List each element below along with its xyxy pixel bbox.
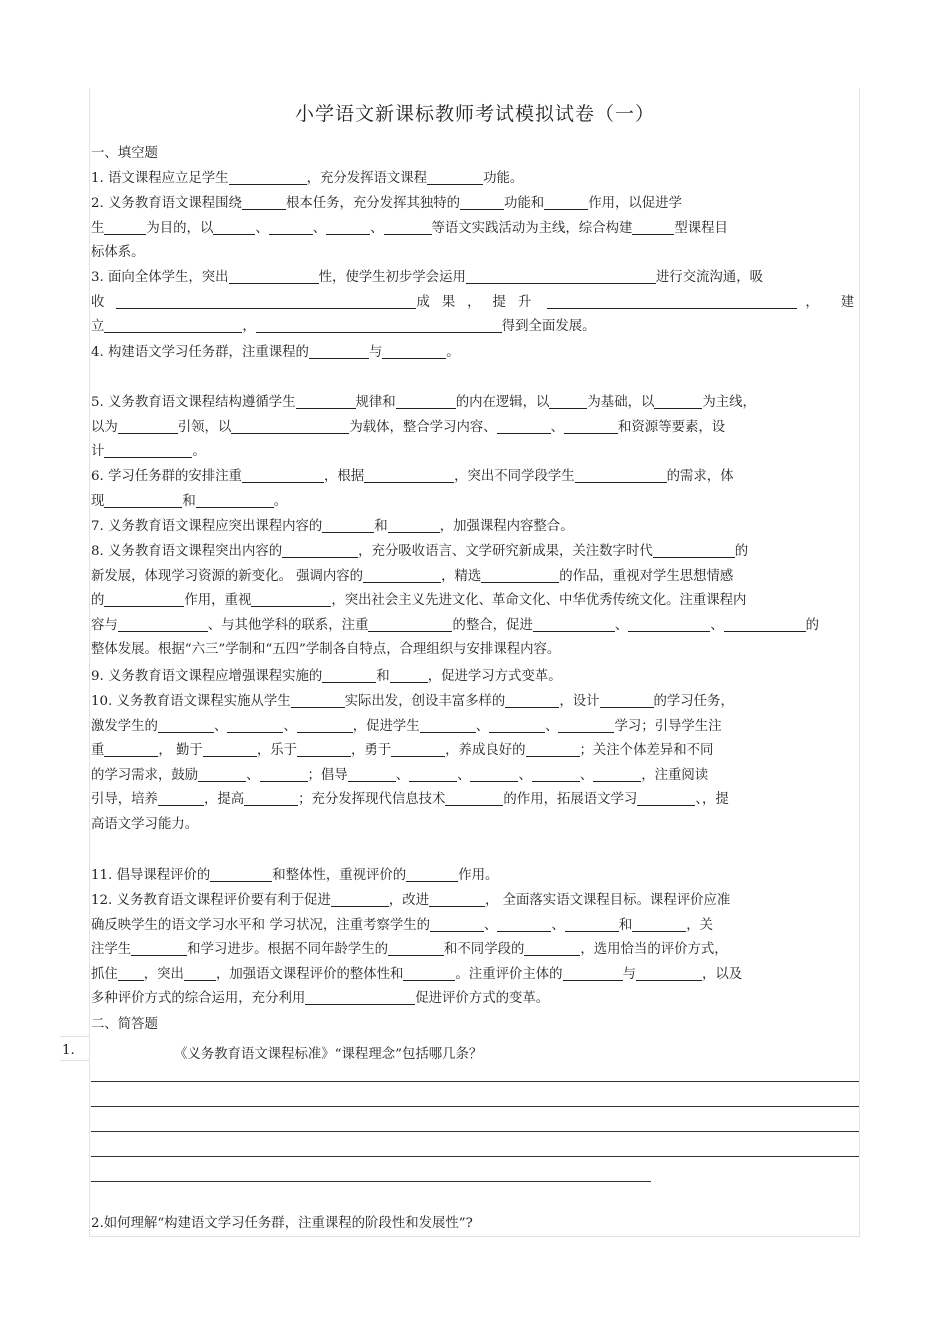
answer-blank[interactable]	[104, 741, 158, 757]
page-frame-right	[859, 88, 860, 1236]
answer-blank[interactable]	[575, 467, 667, 483]
answer-blank[interactable]	[654, 393, 702, 409]
answer-blank[interactable]	[184, 965, 216, 981]
answer-blank[interactable]	[196, 492, 274, 508]
answer-blank[interactable]	[403, 965, 455, 981]
question-11: 11. 倡导课程评价的 和整体性，重视评价的 作用。	[91, 868, 499, 883]
answer-blank[interactable]	[305, 989, 415, 1005]
short-question-2: 2.如何理解“构建语文学习任务群，注重课程的阶段性和发展性”?	[91, 1216, 473, 1231]
answer-blank[interactable]	[297, 717, 353, 733]
answer-blank[interactable]	[637, 790, 695, 806]
answer-blank[interactable]	[213, 219, 255, 235]
answer-blank[interactable]	[632, 916, 686, 932]
answer-blank[interactable]	[532, 766, 580, 782]
answer-blank[interactable]	[331, 891, 389, 907]
answer-blank[interactable]	[131, 940, 187, 956]
question-1: 1. 语文课程应立足学生 ，充分发挥语文课程 功能。	[91, 171, 524, 186]
answer-blank[interactable]	[296, 393, 356, 409]
number-cell-top	[60, 1036, 90, 1037]
answer-blank[interactable]	[460, 194, 504, 210]
answer-blank[interactable]	[593, 766, 641, 782]
answer-blank[interactable]	[231, 418, 349, 434]
answer-blank[interactable]	[158, 717, 214, 733]
answer-blank[interactable]	[229, 169, 307, 185]
answer-blank[interactable]	[533, 616, 615, 632]
page-title: 小学语文新课标教师考试模拟试卷（一）	[294, 103, 655, 125]
question-9: 9. 义务教育语文课程应增强课程实施的 和 ，促进学习方式变革。	[91, 669, 562, 684]
page-frame-left	[89, 88, 90, 1236]
answer-blank[interactable]	[118, 418, 178, 434]
answer-blank[interactable]	[489, 717, 545, 733]
answer-blank[interactable]	[429, 891, 485, 907]
answer-blank[interactable]	[118, 616, 208, 632]
answer-blank[interactable]	[198, 766, 246, 782]
answer-blank[interactable]	[251, 591, 331, 607]
answer-blank[interactable]	[104, 317, 242, 333]
answer-blank[interactable]	[291, 692, 345, 708]
answer-blank[interactable]	[203, 741, 257, 757]
answer-blank[interactable]	[547, 293, 797, 309]
answer-blank[interactable]	[348, 766, 396, 782]
answer-blank[interactable]	[104, 591, 184, 607]
answer-blank[interactable]	[549, 393, 587, 409]
short-question-1-number: 1.	[62, 1043, 75, 1058]
answer-blank[interactable]	[269, 219, 313, 235]
answer-blank[interactable]	[244, 790, 298, 806]
question-5: 5. 义务教育语文课程结构遵循学生 规律和 的内在逻辑，以 为基础，以 为主线， 以为 引领，以 为载体，整合学习内容、 、 和资源等要素，设 计 。	[91, 395, 756, 459]
answer-blank[interactable]	[368, 616, 452, 632]
answer-blank[interactable]	[600, 692, 654, 708]
question-3: 3. 面向全体学生，突出 性，使学生初步学会运用 进行交流沟通，吸 收 成果，提升 ，建 立 ， 得到全面发展。	[91, 270, 877, 334]
answer-blank[interactable]	[470, 766, 518, 782]
answer-line[interactable]	[91, 1181, 651, 1182]
answer-blank[interactable]	[282, 542, 358, 558]
answer-blank[interactable]	[104, 219, 146, 235]
answer-blank[interactable]	[524, 940, 580, 956]
answer-blank[interactable]	[427, 169, 483, 185]
answer-blank[interactable]	[363, 567, 441, 583]
answer-blank[interactable]	[388, 940, 444, 956]
answer-blank[interactable]	[391, 741, 445, 757]
answer-blank[interactable]	[242, 467, 324, 483]
answer-blank[interactable]	[632, 219, 674, 235]
answer-line[interactable]	[91, 1081, 859, 1082]
answer-blank[interactable]	[210, 866, 272, 882]
question-8: 8. 义务教育语文课程突出内容的 ，充分吸收语言、文学研究新成果，关注数字时代 的 新发展，体现学习资源的新变化。 强调内容的 ，精选 的作品，重视对学生思想情感 的 作用，重视 ，突出社会主义先进文化、革命文化、中华优秀传统文化。注重课程内 容与 、与其他学科的联系，注重 的整合，促进 、 、 的 整体发展。根据“六三”学制和“五四”学制各自特点，合理组织与安排课程内容。	[91, 544, 819, 657]
answer-blank[interactable]	[565, 916, 619, 932]
answer-blank[interactable]	[481, 567, 559, 583]
answer-blank[interactable]	[409, 766, 457, 782]
answer-blank[interactable]	[544, 194, 588, 210]
answer-blank[interactable]	[390, 667, 428, 683]
answer-blank[interactable]	[406, 866, 458, 882]
answer-line[interactable]	[91, 1131, 859, 1132]
answer-blank[interactable]	[724, 616, 806, 632]
answer-blank[interactable]	[229, 268, 319, 284]
answer-blank[interactable]	[256, 317, 502, 333]
question-6: 6. 学习任务群的安排注重 ，根据 ，突出不同学段学生 的需求，体 现 和 。	[91, 469, 734, 509]
page-frame-bottom	[89, 1236, 860, 1237]
answer-blank[interactable]	[309, 343, 369, 359]
section-heading-short: 二、简答题	[91, 1017, 158, 1032]
question-7: 7. 义务教育语文课程应突出课程内容的 和 ，加强课程内容整合。	[91, 519, 574, 534]
question-10: 10. 义务教育语文课程实施从学生 实际出发，创设丰富多样的 ，设计 的学习任务， 激发学生的 、 、 ，促进学生 、 、 学习；引导学生注 重 ， 勤于 ，乐于 ，勇于 ，养成良好的 ；关注个体差异和不同 的学习需求，鼓励 、 ；倡导 、 、 、 、 ，注重阅读 引导，培养 ，提高 ；充分发挥现代信息技术 的作用，拓展语文学习 、，提 高语文学习能力。	[91, 694, 734, 832]
answer-blank[interactable]	[384, 219, 432, 235]
answer-blank[interactable]	[104, 442, 192, 458]
answer-blank[interactable]	[505, 692, 559, 708]
answer-blank[interactable]	[242, 194, 286, 210]
answer-blank[interactable]	[653, 542, 735, 558]
answer-blank[interactable]	[636, 965, 702, 981]
answer-blank[interactable]	[322, 517, 374, 533]
question-2: 2. 义务教育语文课程围绕 根本任务，充分发挥其独特的 功能和 作用，以促进学 生 为目的，以 、 、 、 等语文实践活动为主线，综合构建 型课程目 标体系。	[91, 196, 728, 260]
answer-blank[interactable]	[563, 965, 623, 981]
answer-blank[interactable]	[420, 717, 476, 733]
number-cell-bottom	[60, 1060, 90, 1061]
answer-blank[interactable]	[118, 965, 144, 981]
answer-blank[interactable]	[326, 219, 370, 235]
answer-line[interactable]	[91, 1156, 859, 1157]
answer-blank[interactable]	[388, 517, 440, 533]
answer-blank[interactable]	[116, 293, 416, 309]
answer-line[interactable]	[91, 1106, 859, 1107]
answer-blank[interactable]	[382, 343, 446, 359]
answer-blank[interactable]	[322, 667, 376, 683]
answer-blank[interactable]	[430, 916, 484, 932]
answer-blank[interactable]	[297, 741, 351, 757]
answer-blank[interactable]	[227, 717, 283, 733]
answer-blank[interactable]	[364, 467, 454, 483]
answer-blank[interactable]	[526, 741, 580, 757]
answer-blank[interactable]	[497, 916, 551, 932]
answer-blank[interactable]	[558, 717, 614, 733]
answer-blank[interactable]	[396, 393, 456, 409]
answer-blank[interactable]	[564, 418, 618, 434]
section-heading-fill: 一、填空题	[91, 146, 158, 161]
question-12: 12. 义务教育语文课程评价要有利于促进 ，改进 ， 全面落实语文课程目标。课程评价应准 确反映学生的语文学习水平和 学习状况，注重考察学生的 、 、 和 ，关 注学生 和学习进步。根据不同年龄学生的 和不同学段的 ，选用恰当的评价方式， 抓住 ，突出 ，加强语文课程评价的整体性和 。注重评价主体的 与 ，以及 多种评价方式的综合运用，充分利用 促进评价方式的变革。	[91, 893, 743, 1006]
answer-blank[interactable]	[104, 492, 182, 508]
answer-blank[interactable]	[466, 268, 656, 284]
answer-blank[interactable]	[497, 418, 551, 434]
answer-blank[interactable]	[158, 790, 204, 806]
question-4: 4. 构建语文学习任务群，注重课程的 与 。	[91, 345, 460, 360]
short-question-1: 《义务教育语文课程标准》“课程理念”包括哪几条？	[174, 1047, 483, 1062]
answer-blank[interactable]	[260, 766, 308, 782]
answer-blank[interactable]	[628, 616, 710, 632]
answer-blank[interactable]	[445, 790, 503, 806]
